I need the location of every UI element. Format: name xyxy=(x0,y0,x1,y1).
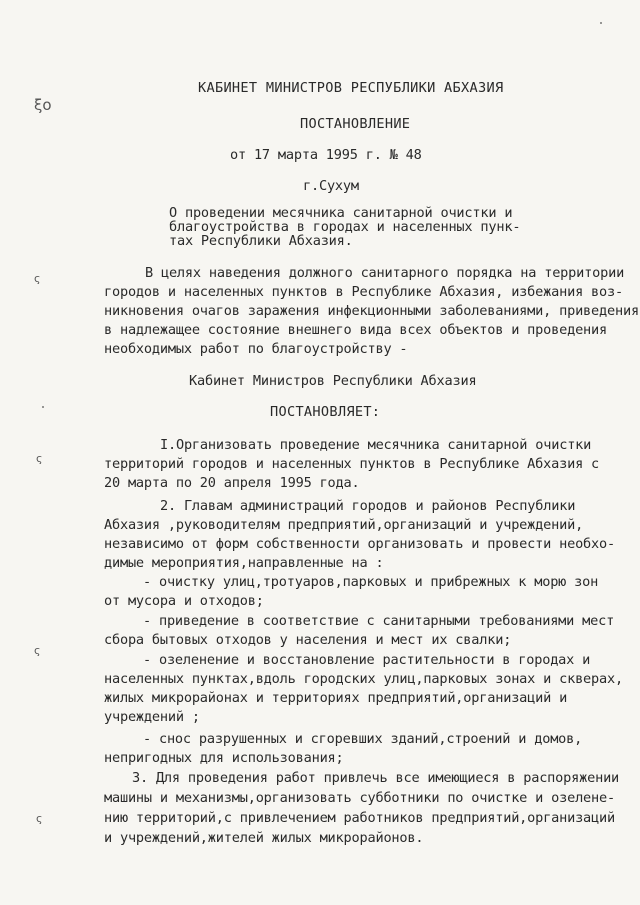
subject-line: благоустройства в городах и населенных пунк- xyxy=(169,219,521,235)
preamble-line: в надлежащее состояние внешнего вида всех объектов и проведения xyxy=(104,322,608,338)
issuer: Кабинет Министров Республики Абхазия xyxy=(189,373,477,389)
margin-mark: ς xyxy=(36,812,43,825)
subject-line: О проведении месячника санитарной очистки и xyxy=(169,205,513,221)
margin-mark: ς xyxy=(36,452,43,465)
doc-type: ПОСТАНОВЛЕНИЕ xyxy=(300,116,411,132)
body-line: от мусора и отходов; xyxy=(104,593,264,609)
body-line: и учреждений,жителей жилых микрорайонов. xyxy=(104,830,424,846)
body-line: населенных пунктах,вдоль городских улиц,парковых зонах и скверах, xyxy=(104,671,623,687)
body-line: димые мероприятия,направленные на : xyxy=(104,555,384,571)
margin-mark: ς xyxy=(34,272,41,285)
body-line: I.Организовать проведение месячника санитарной очистки xyxy=(160,437,592,453)
subject-line: тах Республики Абхазия. xyxy=(169,233,353,249)
body-line: территорий городов и населенных пунктов в Республике Абхазия с xyxy=(104,456,600,472)
body-line: нию территорий,с привлечением работников предприятий,организаций xyxy=(104,810,615,826)
body-line: - озеленение и восстановление растительности в городах и xyxy=(143,652,591,668)
body-line: непригодных для использования; xyxy=(104,750,344,766)
body-line: - приведение в соответствие с санитарными требованиями мест xyxy=(143,613,615,629)
paper-speck xyxy=(600,22,602,24)
margin-mark: ς xyxy=(34,644,41,657)
preamble-line: В целях наведения должного санитарного порядка на территории xyxy=(145,265,625,281)
body-line: независимо от форм собственности организовать и провести необхо- xyxy=(104,536,615,552)
body-line: 20 марта по 20 апреля 1995 года. xyxy=(104,475,360,491)
body-line: 2. Главам администраций городов и районов Республики xyxy=(160,498,576,514)
paper-speck xyxy=(42,406,44,408)
cabinet-title: КАБИНЕТ МИНИСТРОВ РЕСПУБЛИКИ АБХАЗИЯ xyxy=(198,80,504,96)
margin-mark: ξo xyxy=(34,96,52,114)
body-line: учреждений ; xyxy=(104,709,200,725)
preamble-line: необходимых работ по благоустройству - xyxy=(104,341,408,357)
body-line: сбора бытовых отходов у населения и мест их свалки; xyxy=(104,632,512,648)
body-line: - снос разрушенных и сгоревших зданий,строений и домов, xyxy=(143,731,583,747)
body-line: машины и механизмы,организовать субботники по очистке и озелене- xyxy=(104,790,615,806)
body-line: 3. Для проведения работ привлечь все имеющиеся в распоряжении xyxy=(132,770,620,786)
resolves: ПОСТАНОВЛЯЕТ: xyxy=(270,404,381,420)
preamble-line: городов и населенных пунктов в Республике Абхазия, избежания воз- xyxy=(104,284,623,300)
city: г.Сухум xyxy=(303,178,359,194)
date-number: от 17 марта 1995 г. № 48 xyxy=(230,147,422,163)
body-line: Абхазия ,руководителям предприятий,организаций и учреждений, xyxy=(104,517,584,533)
preamble-line: никновения очагов заражения инфекционными заболеваниями, приведения xyxy=(104,303,639,319)
body-line: жилых микрорайонах и территориях предприятий,организаций и xyxy=(104,690,568,706)
body-line: - очистку улиц,тротуаров,парковых и прибрежных к морю зон xyxy=(143,574,599,590)
